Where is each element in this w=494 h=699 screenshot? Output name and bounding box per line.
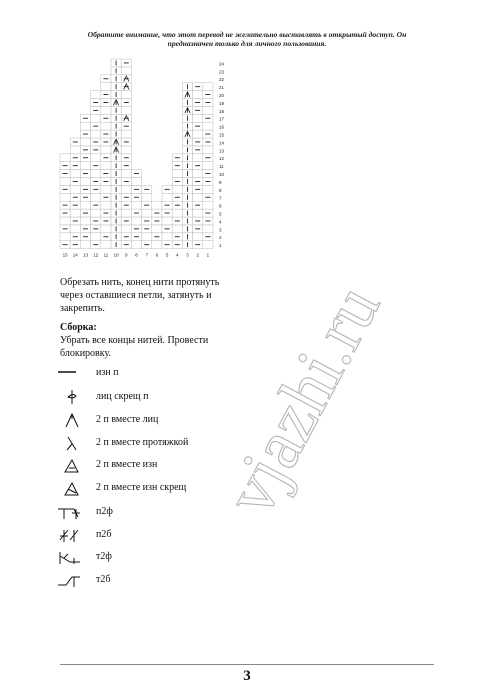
chart-column-number: 5 — [165, 252, 169, 258]
k2tog-icon — [56, 411, 86, 431]
chart-cell — [80, 241, 90, 249]
chart-cell — [70, 170, 80, 178]
dash-icon — [56, 364, 86, 384]
chart-cell — [101, 201, 111, 209]
chart-cell — [121, 67, 131, 75]
chart-cell — [121, 130, 131, 138]
chart-row-number: 5 — [219, 211, 222, 217]
chart-row-number: 14 — [219, 140, 225, 146]
assembly-heading: Сборка: — [60, 322, 97, 333]
legend-label: 2 п вместе изн — [96, 459, 158, 470]
chart-cell — [121, 106, 131, 114]
chart-cell — [70, 209, 80, 217]
chart-cell — [80, 162, 90, 170]
chart-column-number: 15 — [62, 252, 68, 258]
chart-cell — [60, 178, 70, 186]
assembly-instructions: Убрать все концы нитей. Провести блокировку. — [60, 335, 209, 359]
chart-row-number: 19 — [219, 100, 225, 106]
chart-column-number: 13 — [82, 252, 89, 258]
chart-cell — [121, 209, 131, 217]
legend-label: п2б — [96, 529, 112, 540]
chart-cell — [91, 114, 101, 122]
legend-item-cable-r2b — [56, 571, 316, 591]
chart-row-number: 24 — [219, 61, 225, 67]
chart-column-number: 12 — [93, 252, 99, 258]
chart-column-number: 2 — [196, 252, 199, 258]
chart-row-number: 8 — [219, 187, 222, 193]
chart-column-number: 11 — [103, 252, 109, 258]
legend-label: п2ф — [96, 506, 113, 517]
chart-cell — [91, 209, 101, 217]
footer-divider — [60, 664, 434, 665]
chart-cell — [80, 178, 90, 186]
notice-line-1: Обратите внимание, что этот перевод не желательно выставлять в открытый доступ. Он — [87, 30, 407, 39]
chart-cell — [142, 233, 152, 241]
chart-row-number: 7 — [219, 195, 222, 201]
chart-cell — [152, 225, 162, 233]
chart-cell — [91, 130, 101, 138]
chart-cell — [60, 154, 70, 162]
chart-cell — [80, 217, 90, 225]
chart-cell — [152, 241, 162, 249]
legend-item-purl — [56, 364, 316, 384]
chart-cell — [70, 225, 80, 233]
chart-cell — [142, 209, 152, 217]
chart-row-number: 1 — [219, 243, 222, 249]
chart-cell — [101, 185, 111, 193]
crossed-stitch-icon — [56, 388, 86, 408]
legend-label: 2 п вместе протяжкой — [96, 437, 189, 448]
legend-item-cable-r2f — [56, 548, 316, 568]
legend-label: 2 п вместе лиц — [96, 414, 159, 425]
chart-column-numbers — [63, 253, 210, 258]
chart-cell — [193, 130, 203, 138]
chart-cell — [142, 193, 152, 201]
chart-cell — [121, 225, 131, 233]
chart-column-number: 1 — [206, 252, 210, 258]
chart-row-number: 16 — [219, 124, 225, 130]
chart-row-number: 22 — [219, 77, 225, 83]
p2tog-tbl-icon — [56, 479, 86, 499]
legend-item-cable-l2b — [56, 526, 316, 546]
chart-cell — [193, 233, 203, 241]
watermark-text: vjazhi.ru — [211, 273, 396, 528]
chart-cell — [101, 241, 111, 249]
chart-row-number: 13 — [219, 148, 225, 154]
chart-cell — [193, 154, 203, 162]
chart-cell — [121, 91, 131, 99]
chart-cell — [121, 146, 131, 154]
chart-cell — [152, 201, 162, 209]
chart-cell — [162, 193, 172, 201]
chart-row-number: 10 — [219, 172, 225, 177]
cable-l2b-icon — [56, 526, 86, 546]
finishing-instructions: Обрезать нить, конец нити протянуть через оставшиеся петли, затянуть и закрепить. — [60, 277, 220, 314]
chart-row-number: 9 — [219, 179, 222, 185]
chart-cell — [131, 178, 141, 186]
chart-cell — [162, 233, 172, 241]
chart-cell — [172, 185, 182, 193]
notice-line-2: предназначен только для личного пользования. — [167, 39, 327, 48]
chart-column-number: 10 — [113, 252, 119, 258]
chart-cell — [121, 185, 131, 193]
chart-cell — [60, 233, 70, 241]
chart-cell — [193, 91, 203, 99]
chart-cell — [172, 225, 182, 233]
legend-label: изн п — [96, 367, 119, 378]
chart-column-number: 8 — [135, 252, 138, 258]
chart-cell — [203, 241, 213, 249]
chart-row-number: 12 — [219, 156, 225, 162]
chart-column-number: 7 — [145, 252, 148, 258]
chart-cell — [193, 209, 203, 217]
cable-l2f-icon — [56, 503, 86, 523]
chart-cell — [101, 225, 111, 233]
chart-cell — [91, 170, 101, 178]
chart-cell — [101, 106, 111, 114]
chart-cell — [172, 170, 182, 178]
chart-column-number: 9 — [125, 252, 128, 258]
chart-cell — [203, 201, 213, 209]
chart-cell — [193, 170, 203, 178]
k2tog-tbl-icon — [56, 434, 86, 454]
chart-row-number: 23 — [219, 69, 225, 75]
chart-cell — [203, 122, 213, 130]
chart-column-number: 4 — [176, 252, 179, 258]
chart-cell — [101, 146, 111, 154]
legend-item-k2tog — [56, 411, 316, 431]
chart-cell — [91, 91, 101, 99]
chart-grid — [60, 59, 213, 249]
cable-r2f-icon — [56, 548, 86, 568]
chart-cell — [193, 193, 203, 201]
legend-item-cable-l2f — [56, 503, 316, 523]
legend-item-crossed-knit — [56, 388, 316, 408]
p2tog-icon — [56, 456, 86, 476]
chart-cell — [203, 83, 213, 91]
chart-cell — [203, 185, 213, 193]
copyright-notice — [40, 30, 454, 48]
chart-cell — [172, 209, 182, 217]
chart-row-number: 17 — [219, 116, 225, 122]
chart-column-number: 3 — [186, 252, 189, 258]
chart-cell — [91, 154, 101, 162]
chart-cell — [203, 146, 213, 154]
chart-cell — [80, 201, 90, 209]
chart-cell — [131, 241, 141, 249]
chart-cell — [91, 193, 101, 201]
chart-cell — [70, 146, 80, 154]
page-number: 3 — [243, 668, 251, 684]
chart-cell — [101, 162, 111, 170]
legend-label: 2 п вместе изн скрещ — [96, 482, 187, 493]
chart-cell — [131, 217, 141, 225]
chart-cell — [203, 106, 213, 114]
chart-cell — [80, 122, 90, 130]
chart-row-number: 15 — [219, 132, 225, 138]
legend-label: т2б — [96, 574, 111, 585]
chart-row-number: 20 — [219, 93, 225, 98]
chart-cell — [60, 217, 70, 225]
chart-cell — [60, 193, 70, 201]
chart-row-number: 21 — [219, 85, 225, 91]
chart-row-number: 3 — [219, 227, 222, 233]
chart-cell — [91, 233, 101, 241]
chart-cell — [193, 114, 203, 122]
chart-cell — [121, 170, 131, 178]
chart-row-number: 18 — [219, 108, 225, 114]
chart-column-number: 6 — [155, 252, 159, 258]
chart-column-number: 14 — [72, 252, 78, 258]
chart-row-number: 4 — [219, 219, 222, 225]
chart-row-number: 6 — [219, 203, 222, 209]
chart-row-number: 2 — [219, 235, 222, 241]
legend-item-k2tog-tbl — [56, 434, 316, 454]
legend-item-p2tog — [56, 456, 316, 476]
knitting-chart — [54, 55, 240, 270]
chart-cell — [162, 217, 172, 225]
legend-label: т2ф — [96, 551, 112, 562]
chart-cell — [203, 225, 213, 233]
chart-row-number: 11 — [219, 164, 224, 170]
chart-cell — [203, 162, 213, 170]
chart-cell — [101, 83, 111, 91]
cable-r2b-icon — [56, 571, 86, 591]
chart-row-numbers — [219, 61, 225, 248]
legend-item-p2tog-tbl — [56, 479, 316, 499]
legend-label: лиц скрещ п — [96, 391, 149, 402]
chart-cell — [70, 185, 80, 193]
chart-cell — [101, 122, 111, 130]
chart-cell — [80, 138, 90, 146]
chart-cell — [131, 201, 141, 209]
